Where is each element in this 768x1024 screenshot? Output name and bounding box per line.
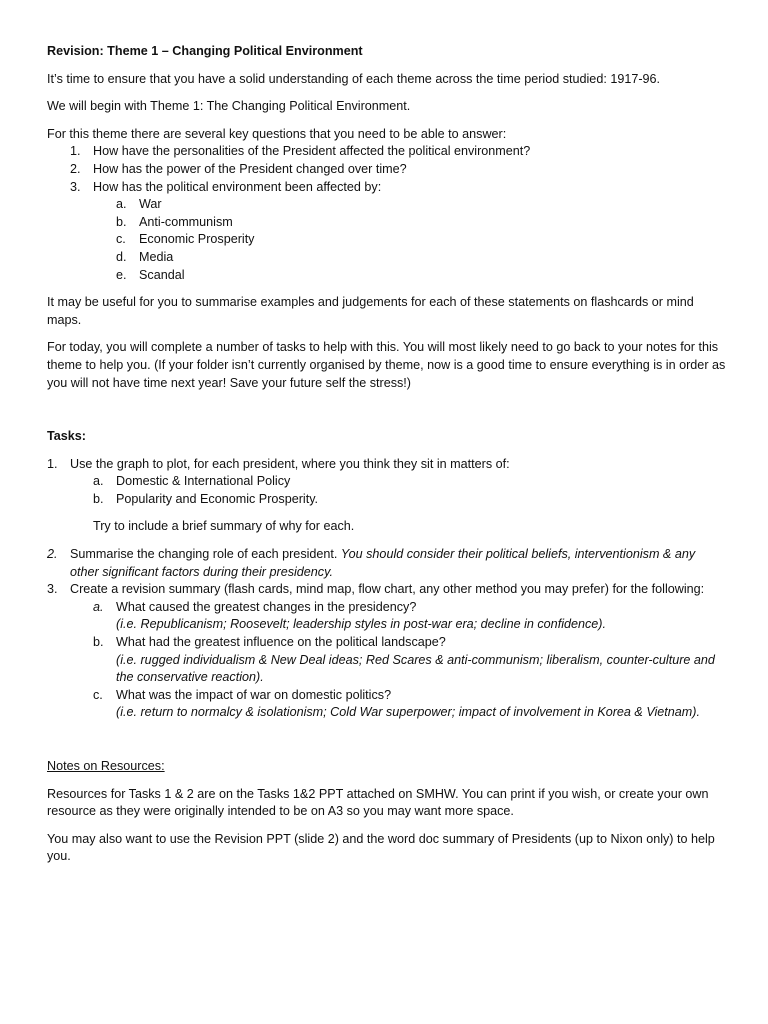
task-sub-item [47, 634, 727, 687]
list-number: 2. [47, 547, 58, 562]
intro-paragraph-1: It’s time to ensure that you have a solid understanding of each theme across the time period studied: 1917-96. [47, 71, 661, 86]
notes-heading: Notes on Resources: [47, 759, 165, 773]
task-sub-note: (i.e. Republicanism; Roosevelt; leadership styles in post-war era; decline in confidence). [116, 617, 606, 632]
intro-paragraph-2: We will begin with Theme 1: The Changing Political Environment. [47, 99, 411, 114]
task-sub-question: What caused the greatest changes in the presidency? [116, 599, 417, 614]
today-paragraph: For today, you will complete a number of tasks to help with this. You will most likely need to go back to your notes for this theme to help you. (If your folder isn’t currently organised by theme, now is a good time to ensure everything is in order as you will not have time next year! Save your future self the stress!) [47, 340, 726, 390]
factor-item [47, 231, 727, 249]
list-letter: a. [93, 599, 104, 614]
list-number: 2. [70, 161, 81, 176]
task-sub-item [47, 687, 727, 722]
factor-text: Anti-communism [139, 214, 233, 229]
task-sub-note: (i.e. return to normalcy & isolationism; Cold War superpower; impact of involvement in Korea & Vietnam). [116, 705, 700, 720]
task-sub-text: Popularity and Economic Prosperity. [116, 491, 319, 506]
key-questions-list [47, 143, 727, 284]
document-title: Revision: Theme 1 – Changing Political Environment [47, 44, 363, 58]
question-item [47, 143, 727, 161]
task-text: Use the graph to plot, for each president, where you think they sit in matters of: [70, 456, 510, 471]
task-sub-text: Domestic & International Policy [116, 474, 291, 489]
task-sub-content [116, 599, 727, 634]
notes-paragraph-2: You may also want to use the Revision PPT (slide 2) and the word doc summary of Presidents (up to Nixon only) to help you. [47, 831, 715, 864]
questions-intro: For this theme there are several key questions that you need to be able to answer: [47, 126, 507, 141]
list-letter: a. [93, 474, 104, 489]
question-text: How have the personalities of the President affected the political environment? [93, 144, 531, 159]
list-letter: e. [116, 267, 127, 282]
task-sub-question: What had the greatest influence on the political landscape? [116, 635, 446, 650]
factor-item [47, 267, 727, 285]
factor-item [47, 249, 727, 267]
task-text [70, 546, 727, 581]
task-text: Create a revision summary (flash cards, mind map, flow chart, any other method you may prefer) for the following: [70, 582, 705, 597]
question-text: How has the political environment been affected by: [93, 179, 382, 194]
task-sub-item [47, 473, 727, 491]
factor-text: Economic Prosperity [139, 232, 255, 247]
list-number: 1. [47, 456, 58, 471]
task-item-3 [47, 581, 727, 599]
list-letter: b. [93, 635, 104, 650]
task-item-2 [47, 546, 727, 581]
question-item [47, 179, 727, 197]
task-sub-item [47, 599, 727, 634]
document-page [47, 43, 727, 876]
list-letter: d. [116, 249, 127, 264]
tasks-list [47, 456, 727, 722]
task-text-italic: You should consider their political beliefs, interventionism & any other significant factors during their presidency. [70, 547, 696, 579]
question-text: How has the power of the President changed over time? [93, 161, 407, 176]
factor-text: Media [139, 249, 174, 264]
task-sub-item [47, 491, 727, 509]
task-sub-question: What was the impact of war on domestic politics? [116, 687, 392, 702]
factor-text: War [139, 197, 162, 212]
task-1-note: Try to include a brief summary of why for each. [93, 519, 355, 534]
list-letter: c. [116, 232, 126, 247]
tasks-heading: Tasks: [47, 429, 86, 444]
factor-item [47, 196, 727, 214]
list-letter: c. [93, 687, 103, 702]
task-item-1 [47, 456, 727, 474]
task-sub-note: (i.e. rugged individualism & New Deal ideas; Red Scares & anti-communism; liberalism, counter-culture and the conservative reaction). [116, 652, 715, 685]
list-letter: b. [116, 214, 127, 229]
question-item [47, 161, 727, 179]
list-number: 3. [47, 582, 58, 597]
summarise-paragraph: It may be useful for you to summarise examples and judgements for each of these statements on flashcards or mind maps. [47, 295, 694, 327]
list-number: 1. [70, 144, 81, 159]
task-text-plain: Summarise the changing role of each president. [70, 547, 341, 562]
list-letter: a. [116, 197, 127, 212]
notes-paragraph-1: Resources for Tasks 1 & 2 are on the Tasks 1&2 PPT attached on SMHW. You can print if you wish, or create your own resource as they were originally intended to be on A3 so you may want more space. [47, 786, 709, 819]
list-letter: b. [93, 491, 104, 506]
task-sub-content [116, 687, 727, 722]
factor-text: Scandal [139, 267, 185, 282]
list-number: 3. [70, 179, 81, 194]
factor-item [47, 214, 727, 232]
task-sub-content [116, 634, 727, 687]
